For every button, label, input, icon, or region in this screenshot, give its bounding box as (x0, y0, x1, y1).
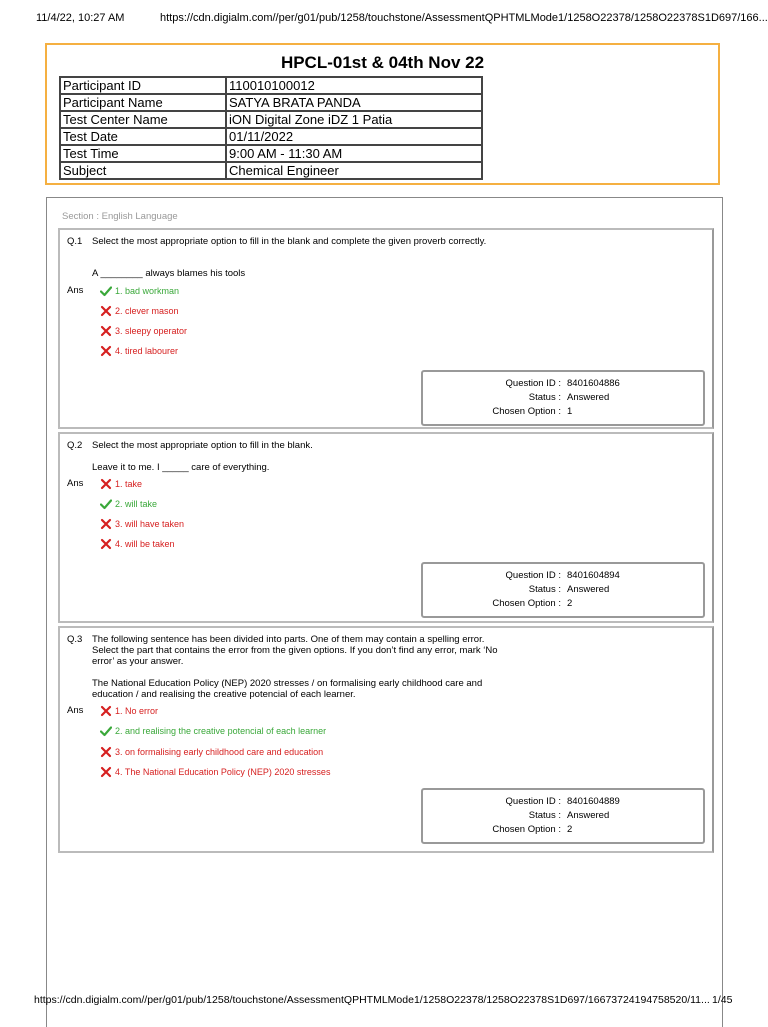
meta-value: 8401604894 (567, 570, 620, 581)
info-label: Participant ID (60, 77, 226, 94)
info-row (60, 77, 482, 94)
info-value: SATYA BRATA PANDA (226, 94, 482, 111)
answer-option (100, 498, 157, 510)
meta-chosen-option (423, 598, 703, 611)
page-indicator: 1/45 (712, 994, 733, 1006)
answer-option (100, 305, 179, 317)
question-meta-box (421, 370, 705, 426)
answer-option (100, 725, 326, 737)
info-value: 01/11/2022 (226, 128, 482, 145)
check-icon (100, 285, 112, 297)
info-label: Participant Name (60, 94, 226, 111)
question-panel (58, 626, 714, 853)
meta-chosen-option (423, 406, 703, 419)
cross-icon (100, 345, 112, 357)
cross-icon (100, 305, 112, 317)
cross-icon (100, 766, 112, 778)
meta-value: Answered (567, 810, 610, 821)
answer-option (100, 538, 175, 550)
question-passage: A ________ always blames his tools (92, 268, 246, 279)
question-text: Select the most appropriate option to fill in the blank and complete the given proverb correctly. (92, 236, 487, 247)
cross-icon (100, 746, 112, 758)
info-label: Test Time (60, 145, 226, 162)
info-label: Test Center Name (60, 111, 226, 128)
meta-value: 2 (567, 598, 573, 609)
meta-value: 8401604886 (567, 378, 620, 389)
answer-option (100, 325, 187, 337)
print-url[interactable]: https://cdn.digialm.com//per/g01/pub/1258/touchstone/AssessmentQPHTMLMode1/1258O22378/1258O22378S1D697/166... (160, 12, 768, 24)
question-panel (58, 432, 714, 623)
answer-option (100, 345, 178, 357)
option-text: 1. No error (115, 706, 159, 716)
meta-question-id (423, 378, 703, 391)
info-value: 9:00 AM - 11:30 AM (226, 145, 482, 162)
question-number: Q.3 (67, 634, 83, 645)
meta-label: Question ID : (505, 378, 561, 389)
meta-status (423, 392, 703, 405)
cross-icon (100, 705, 112, 717)
info-label: Subject (60, 162, 226, 179)
info-row (60, 94, 482, 111)
cross-icon (100, 478, 112, 490)
section-label: Section : English Language (62, 211, 178, 222)
option-text: 3. sleepy operator (115, 326, 188, 336)
info-label: Test Date (60, 128, 226, 145)
option-text: 2. and realising the creative potencial of each learner (115, 726, 327, 736)
option-text: 1. bad workman (115, 286, 180, 296)
ans-label: Ans (67, 285, 84, 296)
exam-info-box (45, 43, 720, 185)
print-footer-url[interactable]: https://cdn.digialm.com//per/g01/pub/1258/touchstone/AssessmentQPHTMLMode1/1258O22378/1258O22378S1D697/16673724194758520/11... (34, 994, 710, 1006)
question-number: Q.2 (67, 440, 83, 451)
option-text: 4. The National Education Policy (NEP) 2020 stresses (115, 767, 331, 777)
meta-question-id (423, 796, 703, 809)
option-text: 2. clever mason (115, 306, 179, 316)
answer-option (100, 478, 142, 490)
cross-icon (100, 538, 112, 550)
meta-status (423, 584, 703, 597)
question-meta-box (421, 562, 705, 618)
question-passage: Leave it to me. I _____ care of everything. (92, 462, 270, 473)
meta-label: Status : (528, 810, 561, 821)
meta-value: 1 (567, 406, 573, 417)
option-text: 4. tired labourer (115, 346, 179, 356)
ans-label: Ans (67, 705, 84, 716)
answer-option (100, 746, 323, 758)
meta-label: Question ID : (505, 570, 561, 581)
info-row (60, 162, 482, 179)
check-icon (100, 725, 112, 737)
meta-status (423, 810, 703, 823)
question-number: Q.1 (67, 236, 83, 247)
meta-value: Answered (567, 584, 610, 595)
exam-title: HPCL-01st & 04th Nov 22 (280, 53, 485, 72)
answer-option (100, 285, 179, 297)
question-meta-box (421, 788, 705, 844)
info-row (60, 111, 482, 128)
meta-label: Question ID : (505, 796, 561, 807)
meta-label: Status : (528, 392, 561, 403)
cross-icon (100, 325, 112, 337)
meta-question-id (423, 570, 703, 583)
info-value: iON Digital Zone iDZ 1 Patia (226, 111, 482, 128)
option-text: 3. will have taken (115, 519, 185, 529)
option-text: 3. on formalising early childhood care and education (115, 747, 324, 757)
question-passage: The National Education Policy (NEP) 2020 stresses / on formalising early childhood care and education / and realising the creative potencial of each learner. (92, 678, 483, 700)
info-value: Chemical Engineer (226, 162, 482, 179)
meta-value: Answered (567, 392, 610, 403)
question-paper (46, 197, 723, 1027)
question-text: Select the most appropriate option to fill in the blank. (92, 440, 313, 451)
participant-info-table (59, 76, 483, 180)
info-row (60, 128, 482, 145)
meta-value: 8401604889 (567, 796, 620, 807)
option-text: 4. will be taken (115, 539, 175, 549)
option-text: 1. take (115, 479, 143, 489)
question-panel (58, 228, 714, 429)
meta-label: Chosen Option : (492, 824, 561, 835)
option-text: 2. will take (115, 499, 158, 509)
meta-chosen-option (423, 824, 703, 837)
answer-option (100, 766, 330, 778)
meta-label: Status : (528, 584, 561, 595)
cross-icon (100, 518, 112, 530)
ans-label: Ans (67, 478, 84, 489)
meta-value: 2 (567, 824, 573, 835)
info-value: 110010100012 (226, 77, 482, 94)
answer-option (100, 705, 158, 717)
answer-option (100, 518, 184, 530)
meta-label: Chosen Option : (492, 406, 561, 417)
print-datetime: 11/4/22, 10:27 AM (36, 12, 125, 24)
question-text: The following sentence has been divided into parts. One of them may contain a spelling error. Select the part that contains the error from the given options. If you don’t find any error, mark ‘No error’ as your answer. (92, 634, 498, 667)
check-icon (100, 498, 112, 510)
info-row (60, 145, 482, 162)
meta-label: Chosen Option : (492, 598, 561, 609)
